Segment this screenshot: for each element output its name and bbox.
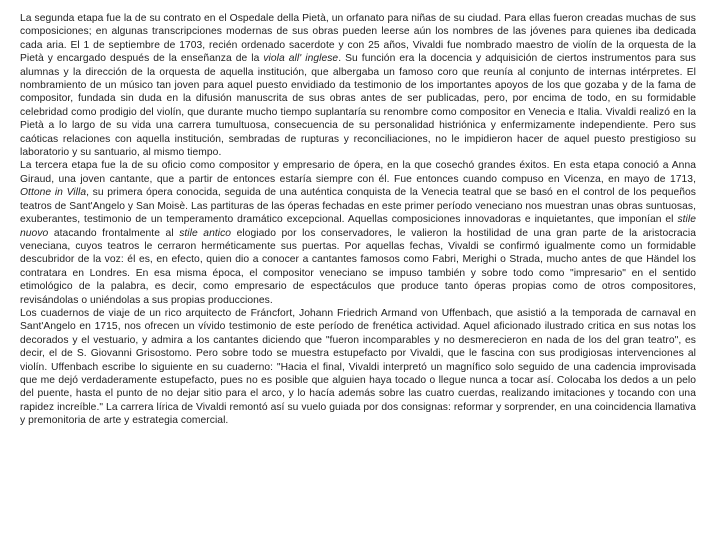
- text-run: atacando frontalmente al: [48, 227, 180, 239]
- text-run: . Su función era la docencia y adquisición de ciertos instrumentos para sus alumnas y la dirección de la orquesta de aquella institución, que albergaba un famoso coro que reunía al conjunto de internas intérpretes. El nombramiento de un músico tan joven para aquel puesto envidiado da testimonio de los importantes apoyos de los que gozaba y de la fama de compositor, fundada sin duda en la difusión manuscrita de sus obras antes de ser publicadas, pero, por encima de todo, en su formidable celebridad como prodigio del violín, que durante mucho tiempo suplantaría su renombre como compositor en Venecia e Italia. Vivaldi realizó en la Pietà a lo largo de su vida una carrera tumultuosa, consecuencia de su personalidad histriónica y enfermizamente independiente. Pero sus caóticas relaciones con aquella institución, sembradas de rupturas y reconciliaciones, no le impidieron hacer de aquel puesto prestigioso su laboratorio y su santuario, al mismo tiempo.: [20, 53, 696, 159]
- italic-title: Ottone in Villa: [20, 187, 87, 199]
- text-run: La tercera etapa fue la de su oficio como compositor y empresario de ópera, en la que cosechó grandes éxitos. En esta etapa conoció a Anna Giraud, una joven cantante, que a partir de entonces estaría siempre con él. Fue entonces cuando compuso en Vicenza, en mayo de 1713,: [20, 160, 696, 185]
- text-run: Los cuadernos de viaje de un rico arquitecto de Fráncfort, Johann Friedrich Armand von Uffenbach, que asistió a la temporada de carnaval en Sant'Angelo en 1715, nos ofrecen un vívido testimonio de este período de frenética actividad. Aquel aficionado ilustrado critica en sus notas los decorados y el vestuario, y admira a los cantantes diciendo que "fueron incomparables y no desmerecieron en nada de los del gran teatro", es decir, el de S. Giovanni Grisostomo. Pero sobre todo se muestra estupefacto por Vivaldi, que le fascina con sus prodigiosas intervenciones al violín. Uffenbach escribe lo siguiente en su cuaderno: "Hacia el final, Vivaldi interpretó un magnífico solo seguido de una cadencia improvisada que me dejó verdaderamente estupefacto, pues no es posible que alguien haya tocado o llegue nunca a tocar así. Colocaba los dedos a un pelo del puente, hasta el punto de no dejar sitio para el arco, y lo hacía además sobre las cuatro cuerdas, realizando imitaciones y tocando con una rapidez increíble." La carrera lírica de Vivaldi remontó así su vuelo guiada por dos consignas: reformar y sorprender, en una coincidencia llamativa y premonitoria de arte y estrategia comercial.: [20, 307, 696, 427]
- italic-term: stile antico: [179, 227, 232, 239]
- paragraph-segunda-etapa: [20, 12, 696, 159]
- paragraph-cuadernos-de-viaje: [20, 307, 696, 428]
- text-run: La segunda etapa fue la de su contrato en el Ospedale della Pietà, un orfanato para niñas de su ciudad. Para ellas fueron creadas muchas de sus composiciones; en algunas transcripciones modernas de sus obras pueden leerse aún los nombres de las jóvenes para quienes iba dedicada cada aria. El 1 de septiembre de 1703, recién ordenado sacerdote y con 25 años, Vivaldi fue nombrado maestro de violín de la orquesta de la Pietà y encargado después de la enseñanza de la: [20, 13, 696, 65]
- paragraph-tercera-etapa: [20, 159, 696, 306]
- italic-term: stile nuovo: [20, 214, 696, 239]
- italic-term: viola all' inglese: [263, 53, 339, 65]
- document-body: [20, 12, 696, 428]
- text-run: , su primera ópera conocida, seguida de una auténtica conquista de la Venecia teatral que se basó en el control de los pequeños teatros de Sant'Angelo y San Moisè. Las partituras de las óperas fechadas en este primer período veneciano nos muestran unas obras suntuosas, exuberantes, testimonio de un temperamento dramático excepcional. Aquellas composiciones innovadoras e inquietantes, que imponían el: [20, 187, 696, 226]
- text-run: elogiado por los conservadores, le valieron la hostilidad de una gran parte de la aristocracia veneciana, cuyos teatros le cerraron herméticamente sus puertas. Por aquellas fechas, Vivaldi se confirmó igualmente como un formidable descubridor de la voz: él es, en efecto, quien dio a conocer a cantantes famosos como Fabri, Merighi o Strada, mucho antes de que Händel los contratara en Londres. En esa misma época, el compositor veneciano se impuso también y sobre todo como "impresario" en el sentido etimológico de la palabra, es decir, como empresario de espectáculos que produce tanto óperas propias como de otros compositores, revisándolas o uniéndolas a sus propias producciones.: [20, 227, 696, 306]
